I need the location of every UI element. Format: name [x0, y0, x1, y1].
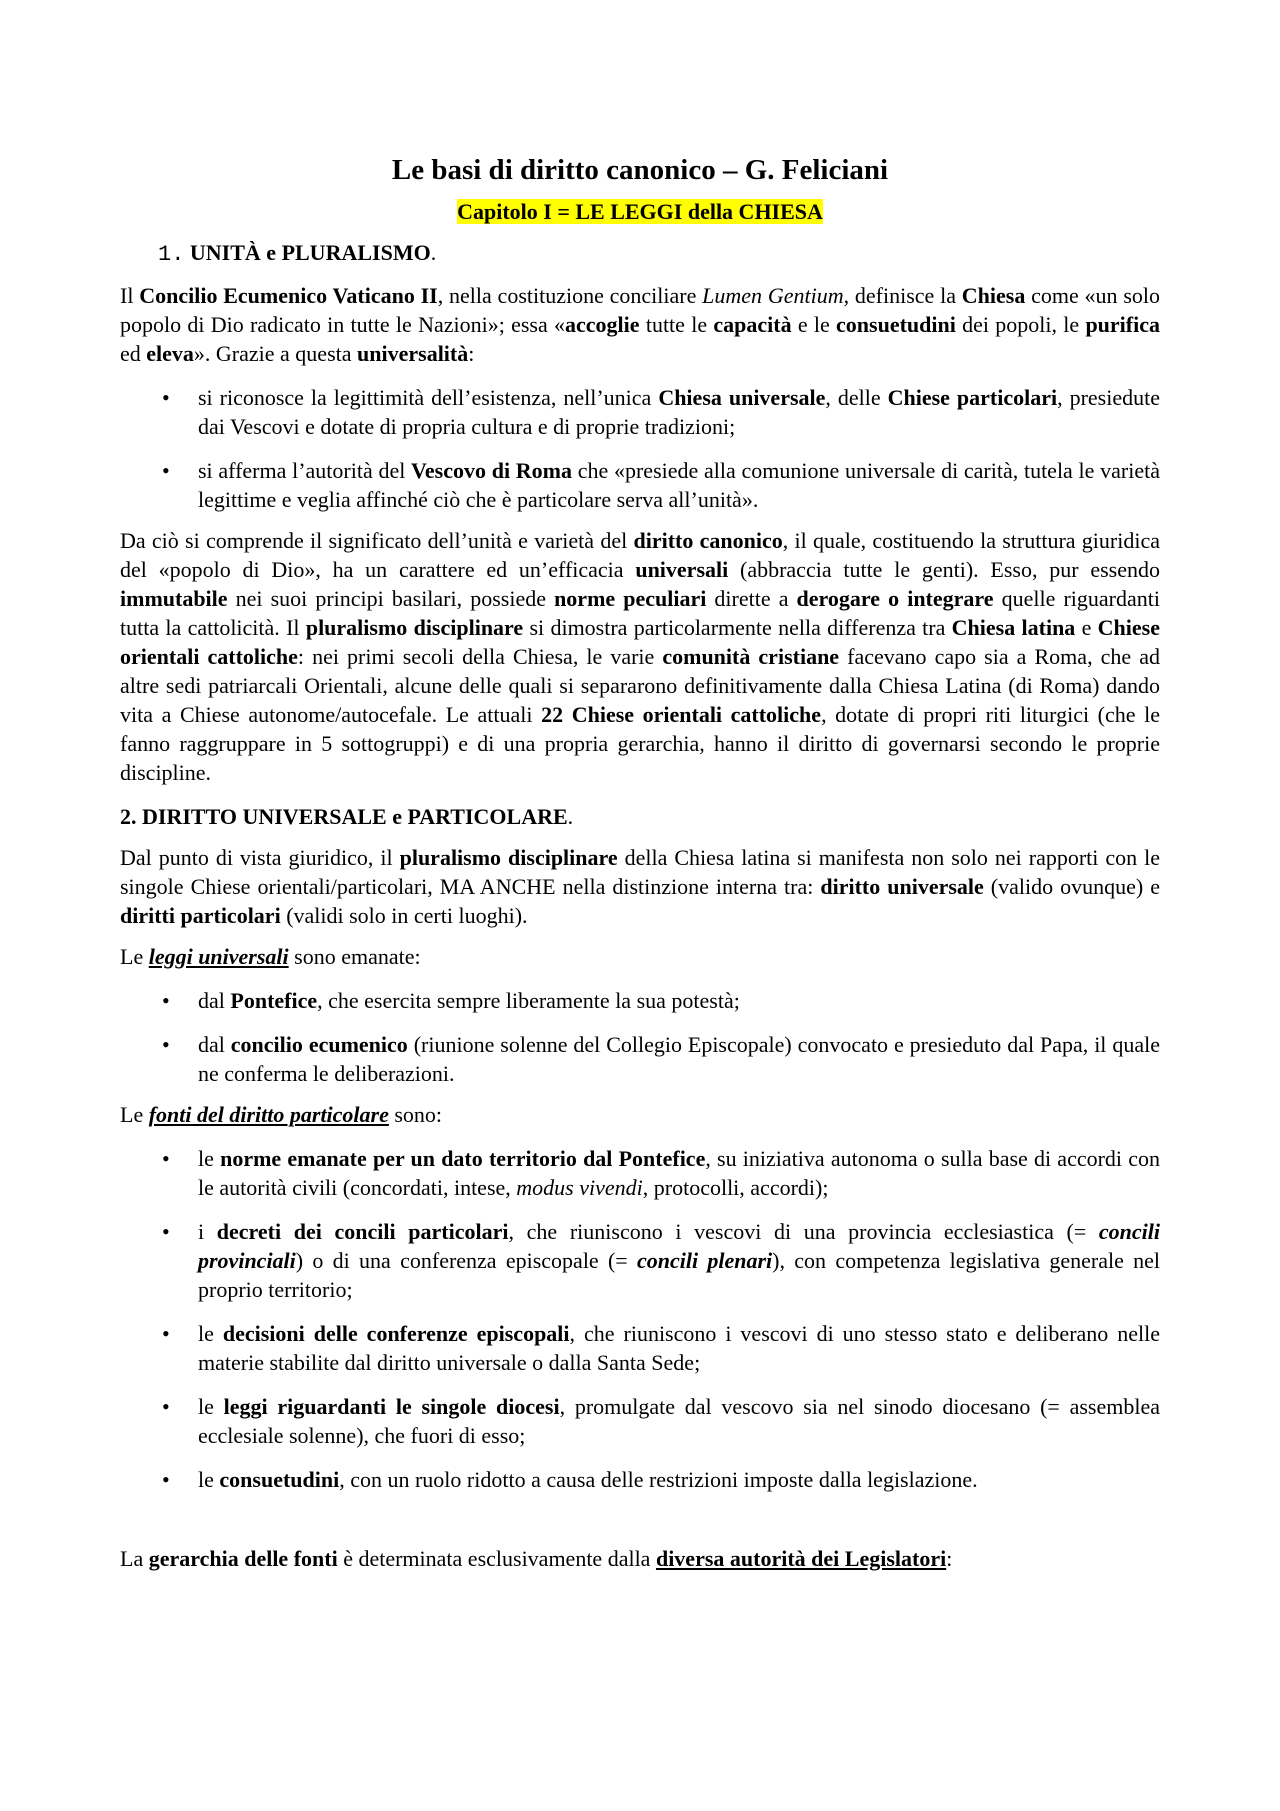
- spacer: [120, 1494, 1160, 1532]
- chapter-highlight: Capitolo I = LE LEGGI della CHIESA: [457, 199, 823, 224]
- section-2-heading: [120, 802, 1160, 831]
- section-1-number: 1.: [158, 242, 185, 267]
- paragraph-gerarchia: La gerarchia delle fonti è determinata esclusivamente dalla diversa autorità dei Legislatori:: [120, 1546, 953, 1571]
- section-1-title: UNITÀ e PLURALISMO: [189, 240, 431, 265]
- list-item: • le leggi riguardanti le singole diocesi, promulgate dal vescovo sia nel sinodo diocesano (= assemblea ecclesiale solenne), che fuori di esso;: [120, 1392, 1160, 1450]
- list-universality: [120, 383, 1160, 514]
- list-item: • dal Pontefice, che esercita sempre liberamente la sua potestà;: [120, 986, 1160, 1015]
- section-2-period: .: [567, 804, 574, 829]
- paragraph-concilio: Il Concilio Ecumenico Vaticano II, nella costituzione conciliare Lumen Gentium, definisce la Chiesa come «un solo popolo di Dio radicato in tutte le Nazioni»; essa «accoglie tutte le capacità e le consuetudini dei popoli, le purifica ed eleva». Grazie a questa universalità:: [120, 283, 1160, 366]
- list-leggi-universali: [120, 986, 1160, 1088]
- paragraph-leggi-universali: Le leggi universali sono emanate:: [120, 944, 421, 969]
- paragraph-fonti: Le fonti del diritto particolare sono:: [120, 1102, 443, 1127]
- list-item: • i decreti dei concili particolari, che riuniscono i vescovi di una provincia ecclesiastica (= concili provinciali) o di una conferenza episcopale (= concili plenari), con competenza legislativa generale nel proprio territorio;: [120, 1217, 1160, 1304]
- list-item: • le norme emanate per un dato territorio dal Pontefice, su iniziativa autonoma o sulla base di accordi con le autorità civili (concordati, intese, modus vivendi, protocolli, accordi);: [120, 1144, 1160, 1202]
- list-item: • dal concilio ecumenico (riunione solenne del Collegio Episcopale) convocato e presieduto dal Papa, il quale ne conferma le deliberazioni.: [120, 1030, 1160, 1088]
- chapter-heading: [120, 196, 1160, 228]
- list-item: • si riconosce la legittimità dell’esistenza, nell’unica Chiesa universale, delle Chiese particolari, presiedute dai Vescovi e dotate di propria cultura e di proprie tradizioni;: [120, 383, 1160, 441]
- list-item: • si afferma l’autorità del Vescovo di Roma che «presiede alla comunione universale di carità, tutela le varietà legittime e veglia affinché ciò che è particolare serva all’unità».: [120, 456, 1160, 514]
- list-item: • le consuetudini, con un ruolo ridotto a causa delle restrizioni imposte dalla legislazione.: [120, 1465, 1160, 1494]
- section-1-heading: [158, 238, 1160, 269]
- section-1-period: .: [430, 240, 437, 265]
- document-body: [120, 150, 1160, 1573]
- paragraph-diritto-canonico: Da ciò si comprende il significato dell’unità e varietà del diritto canonico, il quale, costituendo la struttura giuridica del «popolo di Dio», ha un carattere ed un’efficacia universali (abbraccia tutte le genti). Esso, pur essendo immutabile nei suoi principi basilari, possiede norme peculiari dirette a derogare o integrare quelle riguardanti tutta la cattolicità. Il pluralismo disciplinare si dimostra particolarmente nella differenza tra Chiesa latina e Chiese orientali cattoliche: nei primi secoli della Chiesa, le varie comunità cristiane facevano capo sia a Roma, che ad altre sedi patriarcali Orientali, alcune delle quali si separarono definitivamente dalla Chiesa Latina (di Roma) dando vita a Chiese autonome/autocefale. Le attuali 22 Chiese orientali cattoliche, dotate di propri riti liturgici (che le fanno raggruppare in 5 sottogruppi) e di una propria gerarchia, hanno il diritto di governarsi secondo le proprie discipline.: [120, 528, 1160, 785]
- section-2-title: 2. DIRITTO UNIVERSALE e PARTICOLARE: [120, 804, 568, 829]
- document-title: Le basi di diritto canonico – G. Feliciani: [391, 154, 889, 186]
- paragraph-pluralismo: Dal punto di vista giuridico, il pluralismo disciplinare della Chiesa latina si manifesta non solo nei rapporti con le singole Chiese orientali/particolari, MA ANCHE nella distinzione interna tra: diritto universale (valido ovunque) e diritti particolari (validi solo in certi luoghi).: [120, 845, 1161, 928]
- list-fonti: [120, 1144, 1160, 1494]
- list-item: • le decisioni delle conferenze episcopali, che riuniscono i vescovi di uno stesso stato e deliberano nelle materie stabilite dal diritto universale o dalla Santa Sede;: [120, 1319, 1160, 1377]
